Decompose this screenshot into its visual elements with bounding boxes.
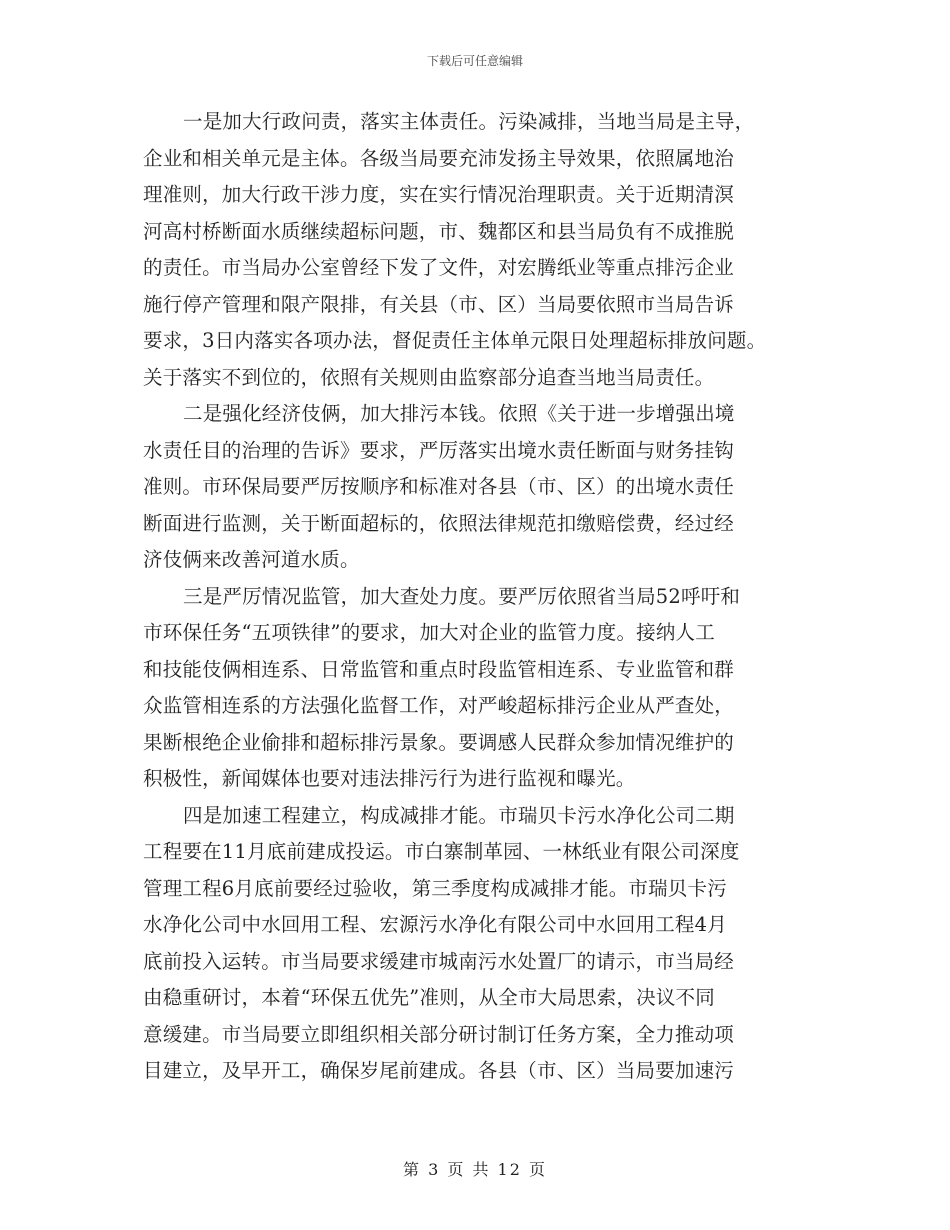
- paragraph: [143, 104, 823, 396]
- page-number-footer: 第 3 页 共 12 页: [403, 1160, 547, 1179]
- text-line: 管理工程6月底前要经过验收，第三季度构成减排才能。市瑞贝卡污: [143, 876, 727, 900]
- text-line: 准则。市环保局要严厉按顺序和标准对各县（市、区）的出境水责任: [143, 475, 735, 498]
- text-line: 水责任目的治理的告诉》要求，严厉落实出境水责任断面与财务挂钩: [143, 438, 735, 462]
- text-line: 的责任。市当局办公室曾经下发了文件，对宏腾纸业等重点排污企业: [143, 256, 735, 279]
- text-line: 四是加速工程建立，构成减排才能。市瑞贝卡污水净化公司二期: [183, 803, 735, 827]
- text-line: 一是加大行政问责，落实主体责任。污染减排，当地当局是主导，: [183, 110, 755, 133]
- text-line: 底前投入运转。市当局要求缓建市城南污水处置厂的请示，市当局经: [143, 949, 735, 973]
- text-line: 理准则，加大行政干涉力度，实在实行情况治理职责。关于近期清溟: [143, 183, 735, 206]
- paragraph: [143, 396, 823, 579]
- text-line: 众监管相连系的方法强化监督工作，对严峻超标排污企业从严查处，: [143, 694, 735, 717]
- text-line: 济伎俩来改善河道水质。: [143, 548, 360, 571]
- document-body: [143, 104, 823, 1090]
- text-line: 要求，3日内落实各项办法，督促责任主体单元限日处理超标排放问题。: [143, 329, 767, 352]
- text-line: 目建立，及早开工，确保岁尾前建成。各县（市、区）当局要加速污: [143, 1059, 735, 1082]
- text-line: 由稳重研讨，本着“环保五优先”准则，从全市大局思索，决议不同: [143, 986, 715, 1009]
- text-line: 施行停产管理和限产限排，有关县（市、区）当局要依照市当局告诉: [143, 292, 735, 316]
- text-line: 和技能伎俩相连系、日常监管和重点时段监管相连系、专业监管和群: [143, 657, 735, 681]
- page-header-note: 下载后可任意编辑: [426, 54, 523, 68]
- text-line: 关于落实不到位的，依照有关规则由监察部分追查当地当局责任。: [143, 365, 715, 389]
- text-line: 二是强化经济伎俩，加大排污本钱。依照《关于进一步增强出境: [183, 402, 735, 425]
- text-line: 断面进行监测，关于断面超标的，依照法律规范扣缴赔偿费，经过经: [143, 511, 735, 535]
- paragraph: [143, 798, 823, 1090]
- text-line: 水净化公司中水回用工程、宏源污水净化有限公司中水回用工程4月: [143, 913, 727, 936]
- text-line: 果断根绝企业偷排和超标排污景象。要调感人民群众参加情况维护的: [143, 730, 735, 754]
- text-line: 市环保任务“五项铁律”的要求，加大对企业的监管力度。接纳人工: [143, 621, 715, 644]
- text-line: 河高村桥断面水质继续超标问题，市、魏都区和县当局负有不成推脱: [143, 219, 735, 243]
- text-line: 三是严厉情况监管，加大查处力度。要严厉依照省当局52呼吁和: [183, 584, 741, 608]
- text-line: 工程要在11月底前建成投运。市白寨制革园、一林纸业有限公司深度: [143, 840, 740, 863]
- paragraph: [143, 579, 823, 798]
- text-line: 意缓建。市当局要立即组织相关部分研讨制订任务方案，全力推动项: [143, 1022, 735, 1046]
- text-line: 企业和相关单元是主体。各级当局要充沛发扬主导效果，依照属地治: [143, 146, 735, 170]
- text-line: 积极性，新闻媒体也要对违法排污行为进行监视和曝光。: [143, 767, 636, 790]
